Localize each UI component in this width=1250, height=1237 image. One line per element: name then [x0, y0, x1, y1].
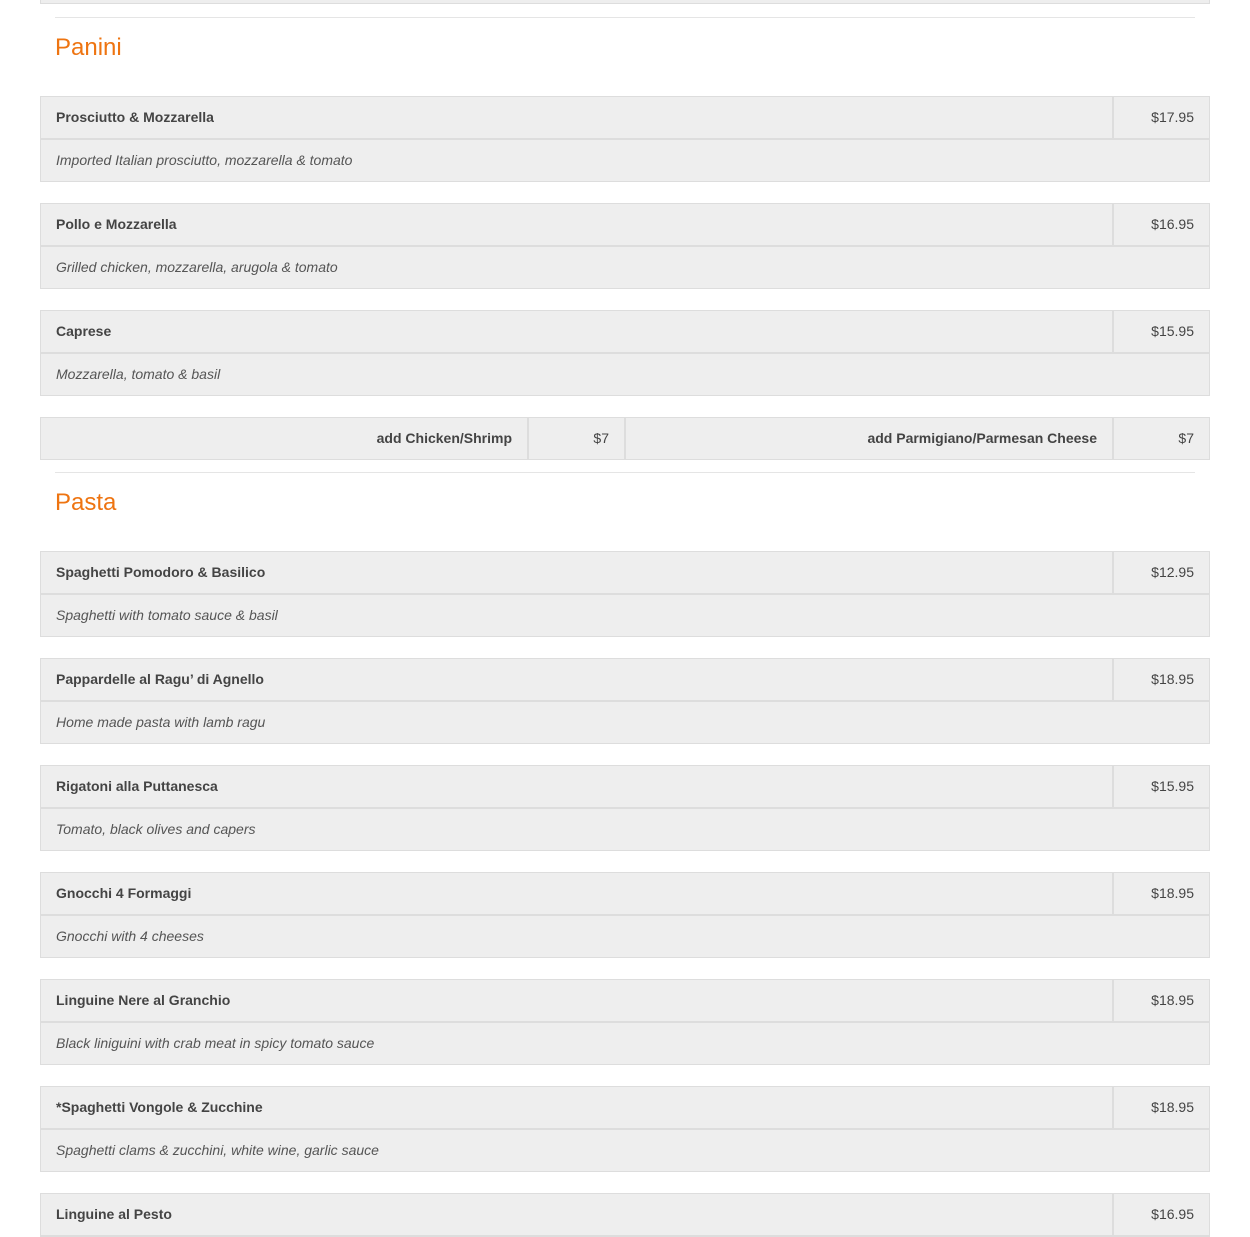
section-title-panini: Panini — [55, 34, 122, 61]
menu-item — [40, 765, 1210, 851]
menu-item — [40, 203, 1210, 289]
item-name: Prosciutto & Mozzarella — [41, 97, 1114, 138]
item-description: Black liniguini with crab meat in spicy tomato sauce — [56, 1035, 375, 1051]
item-description: Home made pasta with lamb ragu — [56, 714, 266, 730]
item-name: Pollo e Mozzarella — [41, 204, 1114, 245]
menu-item — [40, 551, 1210, 637]
menu-item — [40, 872, 1210, 958]
menu-item — [40, 1086, 1210, 1172]
item-description: Gnocchi with 4 cheeses — [56, 928, 204, 944]
item-price: $12.95 — [1151, 564, 1194, 580]
menu-item — [40, 96, 1210, 182]
item-name: Caprese — [41, 311, 1114, 352]
menu-item — [40, 979, 1210, 1065]
menu-item — [40, 310, 1210, 396]
item-price: $18.95 — [1151, 992, 1194, 1008]
item-price: $16.95 — [1151, 216, 1194, 232]
addon-price: $7 — [529, 418, 626, 459]
item-description: Spaghetti clams & zucchini, white wine, garlic sauce — [56, 1142, 379, 1158]
item-price: $18.95 — [1151, 671, 1194, 687]
item-name: Linguine al Pesto — [41, 1194, 1114, 1235]
item-price: $15.95 — [1151, 323, 1194, 339]
item-name: *Spaghetti Vongole & Zucchine — [41, 1087, 1114, 1128]
section-title-pasta: Pasta — [55, 489, 117, 516]
item-description: Imported Italian prosciutto, mozzarella & tomato — [56, 152, 353, 168]
item-description: Grilled chicken, mozzarella, arugola & tomato — [56, 259, 338, 275]
item-price: $16.95 — [1151, 1206, 1194, 1222]
item-price: $17.95 — [1151, 109, 1194, 125]
item-name: Rigatoni alla Puttanesca — [41, 766, 1114, 807]
addon-price: $7 — [1178, 430, 1194, 446]
item-name: Linguine Nere al Granchio — [41, 980, 1114, 1021]
item-name: Spaghetti Pomodoro & Basilico — [41, 552, 1114, 593]
section-divider — [55, 17, 1195, 18]
addons-row — [40, 417, 1210, 460]
menu-item — [40, 1193, 1210, 1237]
item-price: $15.95 — [1151, 778, 1194, 794]
item-description: Mozzarella, tomato & basil — [56, 366, 221, 382]
menu-item — [40, 658, 1210, 744]
item-description: Spaghetti with tomato sauce & basil — [56, 607, 278, 623]
addon-name: add Parmigiano/Parmesan Cheese — [626, 418, 1114, 459]
item-name: Pappardelle al Ragu’ di Agnello — [41, 659, 1114, 700]
item-name: Gnocchi 4 Formaggi — [41, 873, 1114, 914]
item-description: Tomato, black olives and capers — [56, 821, 256, 837]
previous-item-bottom — [40, 0, 1210, 4]
item-price: $18.95 — [1151, 1099, 1194, 1115]
item-price: $18.95 — [1151, 885, 1194, 901]
addon-name: add Chicken/Shrimp — [41, 418, 529, 459]
section-divider — [55, 472, 1195, 473]
